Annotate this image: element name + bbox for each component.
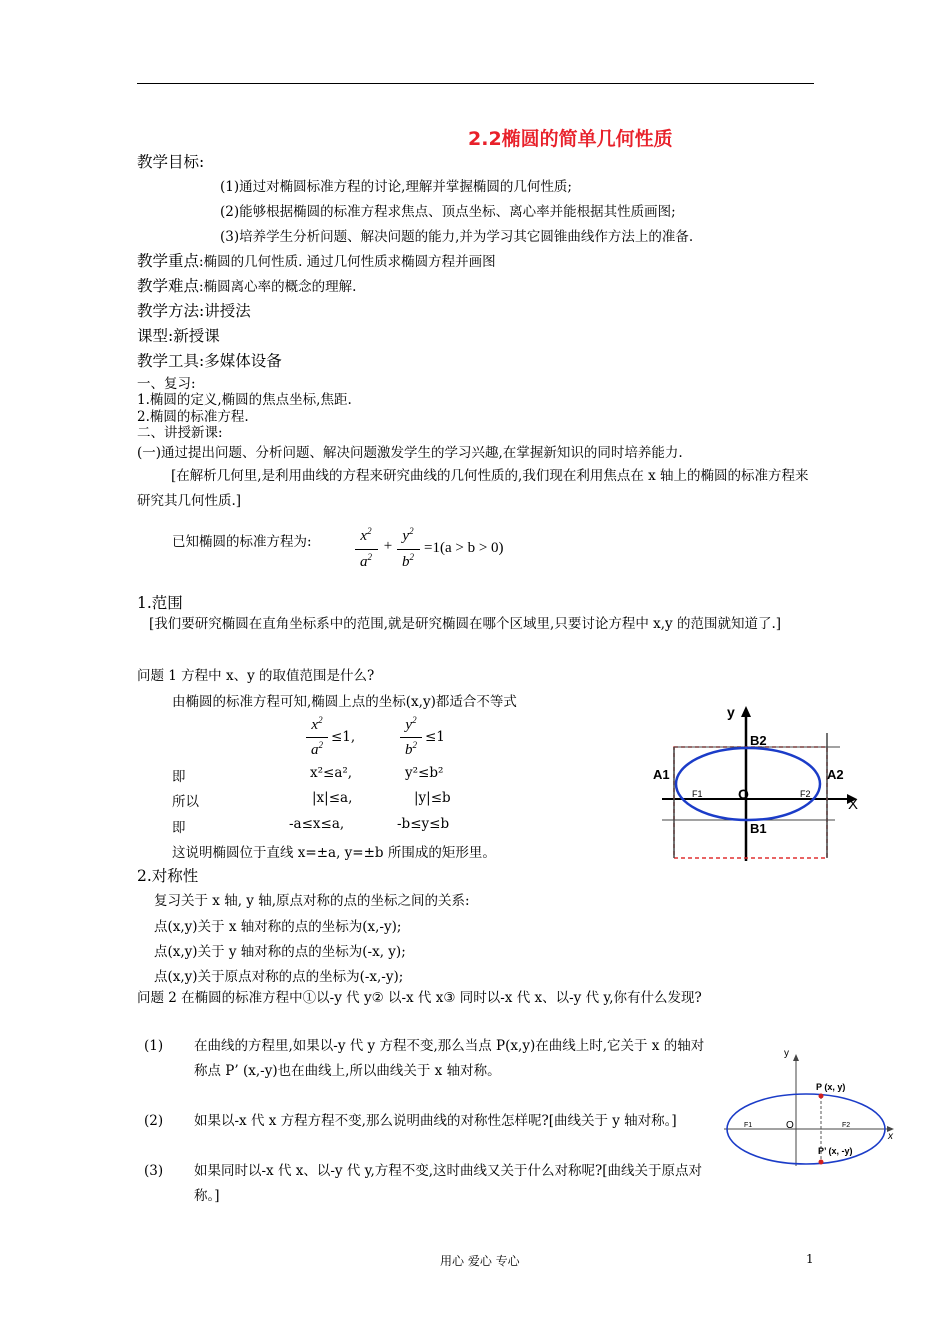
y-arrow-icon: [741, 706, 751, 717]
header-rule: [137, 83, 814, 84]
eq-plus: +: [383, 538, 393, 554]
ellipse-symmetry-figure: [724, 1044, 900, 1172]
goal-2: (2)能够根据椭圆的标准方程求焦点、顶点坐标、离心率并能根据其性质画图;: [220, 204, 676, 220]
y-arrow-icon: [793, 1054, 799, 1061]
equation-label: 已知椭圆的标准方程为:: [172, 534, 312, 550]
row-y: |y|≤b: [414, 790, 451, 806]
ineq-le: ≤1,: [331, 729, 356, 745]
symmetry-line-4: 点(x,y)关于原点对称的点的坐标为(-x,-y);: [154, 969, 404, 985]
key-label: 教学重点: [137, 252, 200, 270]
ineq-le-2: ≤1: [425, 729, 445, 745]
difficulty-label: 教学难点: [137, 277, 200, 295]
lesson-type: 课型:新授课: [137, 327, 220, 345]
fig1-a2-label: A2: [827, 767, 844, 782]
item-number: (3): [144, 1163, 164, 1179]
fig1-b2-label: B2: [750, 733, 767, 748]
point-p: [819, 1094, 824, 1099]
item-text: 在曲线的方程里,如果以-y 代 y 方程不变,那么当点 P(x,y)在曲线上时,它关于 x 的轴对称点 P’ (x,-y)也在曲线上,所以曲线关于 x 轴对称。: [194, 1038, 705, 1079]
fig1-origin-label: O: [738, 786, 749, 802]
symmetry-line-2: 点(x,y)关于 x 轴对称的点的坐标为(x,-y);: [154, 919, 402, 935]
row-x: x²≤a²,: [310, 765, 353, 781]
key-points: [137, 249, 496, 271]
ineq-num-x: $x^2$: [311, 715, 323, 733]
fig2-f2-label: F2: [842, 1122, 851, 1129]
eq-den-a: $a^2$: [360, 552, 372, 570]
item-number: (1): [144, 1038, 164, 1054]
new-heading: 二、讲授新课:: [137, 425, 223, 441]
row-x: -a≤x≤a,: [289, 816, 345, 832]
fraction-line: [397, 549, 420, 550]
row-y: -b≤y≤b: [397, 816, 450, 832]
goals-label: 教学目标:: [137, 153, 205, 171]
ineq-den-a: $a^2$: [311, 740, 323, 758]
fig1-f2-label: F2: [800, 789, 811, 799]
symmetry-line-3: 点(x,y)关于 y 轴对称的点的坐标为(-x, y);: [154, 944, 406, 960]
section-1-heading: 1.范围: [137, 594, 183, 612]
question-2: 问题 2 在椭圆的标准方程中①以-y 代 y② 以-x 代 x③ 同时以-x 代 x、以-y 代 y,你有什么发现?: [137, 990, 702, 1006]
fig1-b1-label: B1: [750, 821, 767, 836]
symmetry-line-1: 复习关于 x 轴, y 轴,原点对称的点的坐标之间的关系:: [154, 893, 470, 909]
ellipse-range-figure: [650, 703, 870, 865]
fig1-y-label: y: [727, 704, 735, 720]
item-text: 如果同时以-x 代 x、以-y 代 y,方程不变,这时曲线又关于什么对称呢?[曲线关于原点对称。]: [194, 1163, 703, 1204]
goal-1: (1)通过对椭圆标准方程的讨论,理解并掌握椭圆的几何性质;: [220, 179, 572, 195]
eq-den-b: $b^2$: [402, 552, 414, 570]
ellipse-curve: [676, 748, 820, 820]
fig2-f1-label: F1: [744, 1122, 753, 1129]
eq-num-x: $x^2$: [360, 526, 372, 544]
tools: 教学工具:多媒体设备: [137, 352, 282, 370]
question-1-text: 由椭圆的标准方程可知,椭圆上点的坐标(x,y)都适合不等式: [172, 694, 517, 710]
item-number: (2): [144, 1113, 164, 1129]
review-item-1: 1.椭圆的定义,椭圆的焦点坐标,焦距.: [137, 392, 352, 408]
fig2-p-label: P (x, y): [816, 1082, 846, 1092]
ineq-den-b: $b^2$: [405, 740, 417, 758]
new-intro: (一)通过提出问题、分析问题、解决问题激发学生的学习兴趣,在掌握新知识的同时培养能力.: [137, 445, 683, 461]
page-number: 1: [806, 1252, 814, 1266]
ineq-num-y: $y^2$: [405, 715, 417, 733]
review-heading: 一、复习:: [137, 376, 196, 392]
section-2-heading: 2.对称性: [137, 867, 199, 885]
eq-rhs: =1(a > b > 0): [424, 540, 504, 556]
bracket-note: [在解析几何里,是利用曲线的方程来研究曲线的几何性质的,我们现在利用焦点在 x 轴上的椭圆的标准方程来研究其几何性质.]: [137, 468, 809, 509]
fig2-origin-label: O: [786, 1120, 794, 1131]
fig2-y-label: y: [784, 1048, 789, 1059]
fraction-line: [400, 737, 422, 738]
goal-3: (3)培养学生分析问题、解决问题的能力,并为学习其它圆锥曲线作方法上的准备.: [220, 229, 694, 245]
section-1-note: [我们要研究椭圆在直角坐标系中的范围,就是研究椭圆在哪个区域里,只要讨论方程中 x,y 的范围就知道了.]: [149, 616, 782, 632]
review-item-2: 2.椭圆的标准方程.: [137, 409, 249, 425]
fig2-x-label: x: [888, 1131, 893, 1142]
point-p-prime: [819, 1160, 824, 1165]
row-label: 即: [172, 820, 186, 836]
difficulty-text: :椭圆离心率的概念的理解.: [199, 279, 357, 295]
eq-num-y: $y^2$: [402, 526, 414, 544]
difficulty: [137, 274, 356, 296]
question-1: 问题 1 方程中 x、y 的取值范围是什么?: [137, 668, 375, 684]
item-text: 如果以-x 代 x 方程方程不变,那么说明曲线的对称性怎样呢?[曲线关于 y 轴对称。]: [194, 1113, 677, 1129]
key-text: :椭圆的几何性质. 通过几何性质求椭圆方程并画图: [199, 254, 496, 270]
range-conclusion: 这说明椭圆位于直线 x=±a, y=±b 所围成的矩形里。: [172, 845, 496, 861]
row-y: y²≤b²: [405, 765, 444, 781]
fig1-a1-label: A1: [653, 767, 670, 782]
fig1-f1-label: F1: [692, 789, 703, 799]
row-label: 所以: [172, 794, 199, 810]
row-x: |x|≤a,: [312, 790, 353, 806]
row-label: 即: [172, 769, 186, 785]
fig1-x-label: X: [848, 796, 859, 813]
method: 教学方法:讲授法: [137, 302, 251, 320]
fig2-p-prime-label: P’ (x, -y): [818, 1146, 853, 1156]
page-title: 2.2椭圆的简单几何性质: [468, 128, 673, 150]
footer-text: 用心 爱心 专心: [440, 1254, 520, 1268]
fraction-line: [306, 737, 328, 738]
bounding-rectangle: [674, 747, 827, 858]
fraction-line: [355, 549, 378, 550]
